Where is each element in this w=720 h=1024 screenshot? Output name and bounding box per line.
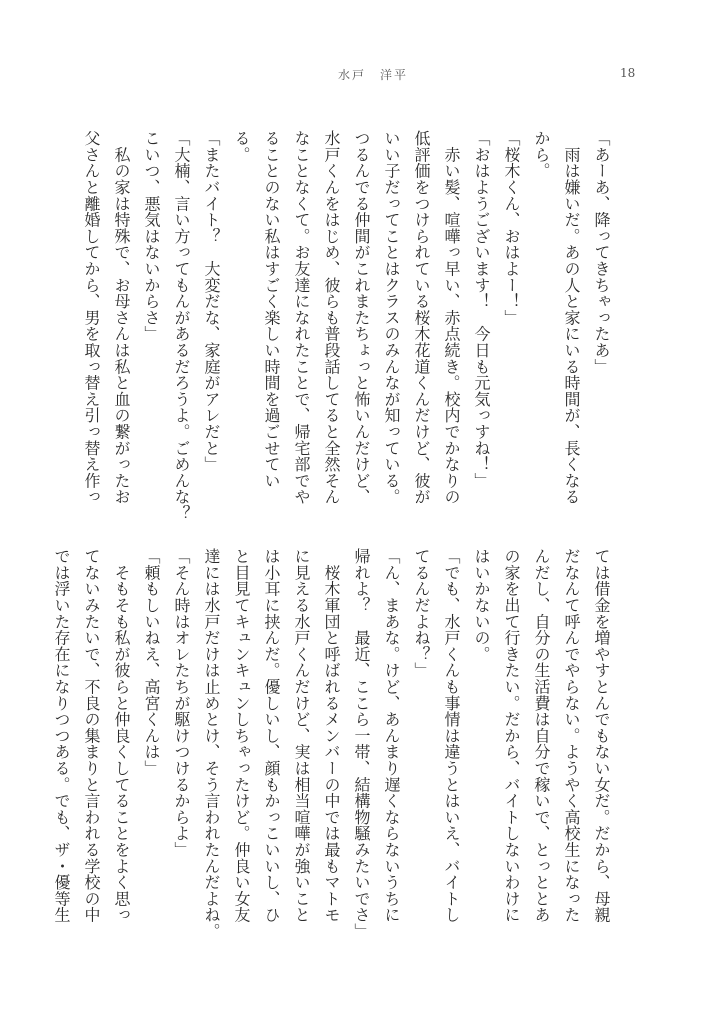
text-line: てるんだよね？」 [412, 548, 431, 679]
text-line: 雨は嫌いだ。あの人と家にいる時間が、長くなる [562, 130, 581, 505]
text-line: 「あーあ、降ってきちゃったあ」 [592, 130, 611, 375]
text-line: の家を出て行きたい。だから、バイトしないわけに [502, 548, 521, 923]
text-line: 「でも、水戸くんも事情は違うとはいえ、バイトし [442, 548, 461, 923]
page-number: 18 [620, 66, 636, 80]
text-line: と目見てキュンキュンしちゃったけど。仲良い女友 [232, 548, 251, 923]
text-line: 水戸くんをはじめ、彼らも普段話してると全然そん [322, 130, 341, 505]
running-title: 水戸 洋平 [338, 68, 409, 82]
text-line: は小耳に挟んだ。優しいし、顔もかっこいいし、ひ [262, 548, 281, 923]
text-line: 「ん、まあな。けど、あんまり遅くならないうちに [382, 548, 401, 923]
text-line: こいつ、悪気はないからさ」 [142, 130, 161, 342]
text-line: 「またバイト？ 大変だな、家庭がアレだと」 [202, 130, 221, 473]
text-line: いい子だってことはクラスのみんなが知っている。 [382, 130, 401, 505]
page-header [0, 66, 720, 86]
text-line: 「そん時はオレたちが駆けつけるからよ」 [172, 548, 191, 858]
text-line: 「大楠、言い方ってもんがあるだろうよ。ごめんな？ [172, 130, 191, 522]
text-line: から。 [532, 130, 551, 179]
text-line: 「おはようございます！ 今日も元気っすね！」 [472, 130, 491, 489]
upper-text-block [82, 130, 616, 522]
text-line: 私の家は特殊で、お母さんは私と血の繋がったお [112, 130, 131, 505]
text-line: だなんて呼んでやらない。ようやく高校生になった [562, 548, 581, 923]
text-line: 低評価をつけられている桜木花道くんだけど、彼が [412, 130, 431, 505]
text-line: てないみたいで、不良の集まりと言われる学校の中 [82, 548, 101, 923]
text-line: つるんでる仲間がこれまたちょっと怖いんだけど、 [352, 130, 371, 505]
text-line: ては借金を増やすとんでもない女だ。だから、母親 [592, 548, 611, 923]
text-line: では浮いた存在になりつつある。でも、ザ・優等生 [52, 548, 71, 923]
text-line: 桜木軍団と呼ばれるメンバーの中では最もマトモ [322, 548, 341, 923]
text-line: に見える水戸くんだけど、実は相当喧嘩が強いこと [292, 548, 311, 923]
text-line: る。 [232, 130, 251, 163]
lower-text-block [52, 548, 616, 940]
text-line: 「頼もしいねえ、高宮くんは」 [142, 548, 161, 777]
text-line: なことなくて。お友達になれたことで、帰宅部でや [292, 130, 311, 505]
text-line: ることのない私はすごく楽しい時間を過ごせてい [262, 130, 281, 489]
text-line: そもそも私が彼らと仲良くしてることをよく思っ [112, 548, 131, 923]
text-line: 達には水戸だけは止めとけ、そう言われたんだよね。 [202, 548, 221, 940]
text-line: はいかないの。 [472, 548, 491, 663]
text-line: 「桜木くん、おはよー！」 [502, 130, 521, 326]
text-line: 帰れよ？ 最近、ここら一帯、結構物騒みたいでさ」 [352, 548, 371, 940]
text-line: 父さんと離婚してから、男を取っ替え引っ替え作っ [82, 130, 101, 505]
text-line: 赤い髪、喧嘩っ早い、赤点続き。校内でかなりの [442, 130, 461, 505]
text-line: んだし、自分の生活費は自分で稼いで、とっととあ [532, 548, 551, 923]
